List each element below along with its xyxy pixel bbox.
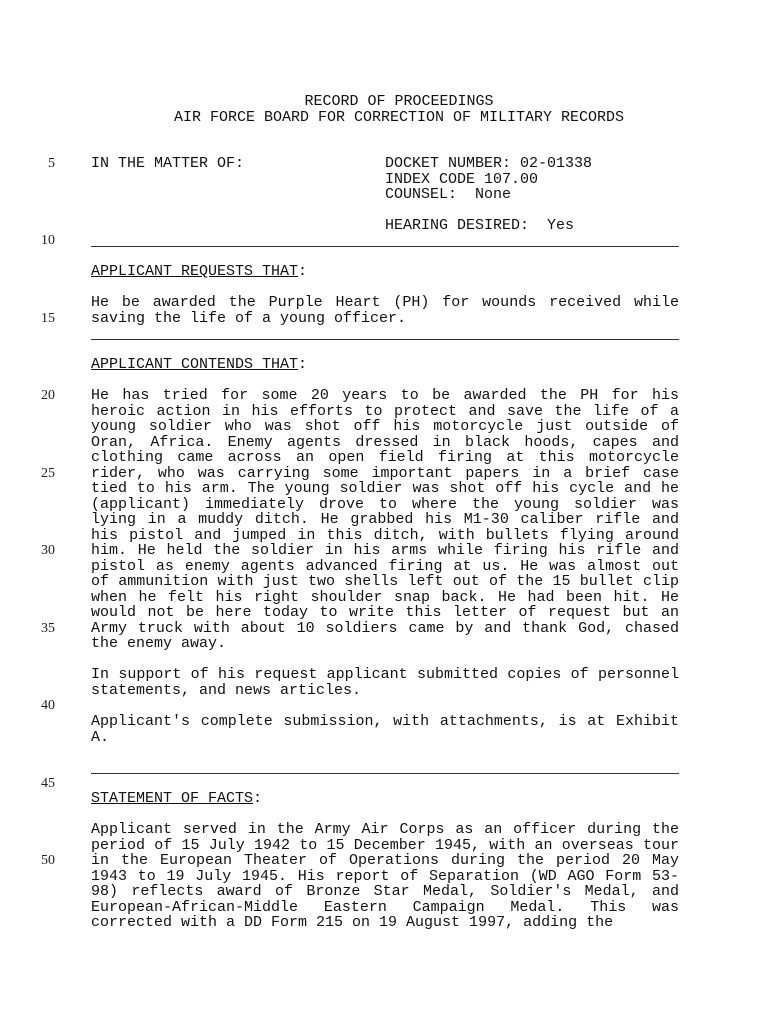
facts-text: Applicant served in the Army Air Corps as an officer during the period of 15 July 1942 to 15 December 1945, with an overseas tour in the European Theater of Operations during the period 20 May 1943 to 19 July 1945. His report of Separation (WD AGO Form 53-98) reflects award of Bronze Star Medal, Soldier's Medal, and European-African-Middle Eastern Campaign Medal. This was corrected with a DD Form 215 on 19 August 1997, adding the (91, 821, 679, 931)
line-number: 20 (41, 388, 55, 403)
contends-heading-line (91, 357, 679, 373)
contends-heading: APPLICANT CONTENDS THAT (91, 356, 299, 373)
docket-number: DOCKET NUMBER: 02-01338 (385, 155, 593, 172)
case-info (385, 156, 592, 203)
section-divider (91, 339, 679, 340)
index-code: INDEX CODE 107.00 (385, 170, 539, 188)
section-divider (91, 773, 679, 774)
contends-colon: : (298, 356, 308, 373)
exhibit-text: Applicant's complete submission, with attachments, is at Exhibit A. (91, 713, 679, 746)
line-number: 30 (41, 543, 55, 558)
section-divider (91, 246, 679, 247)
requests-colon: : (298, 263, 308, 280)
line-number: 15 (41, 311, 55, 326)
facts-heading-line (91, 791, 679, 807)
line-number: 25 (41, 466, 55, 481)
header-title: RECORD OF PROCEEDINGS (304, 93, 494, 110)
header-subtitle: AIR FORCE BOARD FOR CORRECTION OF MILITARY RECORDS (173, 108, 625, 126)
requests-heading-line (91, 264, 679, 280)
line-number: 10 (41, 233, 55, 248)
line-number: 35 (41, 621, 55, 636)
facts-colon: : (253, 790, 263, 807)
document-header (91, 94, 707, 125)
support-text: In support of his request applicant submitted copies of personnel statements, and news articles. (91, 666, 679, 699)
requests-heading: APPLICANT REQUESTS THAT (91, 263, 299, 280)
line-number: 45 (41, 776, 55, 791)
hearing-desired: HEARING DESIRED: Yes (385, 217, 575, 234)
line-number: 5 (48, 156, 55, 171)
line-number: 40 (41, 698, 55, 713)
requests-text: He be awarded the Purple Heart (PH) for wounds received while saving the life of a young officer. (91, 294, 679, 327)
counsel: COUNSEL: None (385, 186, 512, 203)
line-number-gutter (0, 0, 60, 1024)
facts-heading: STATEMENT OF FACTS (91, 790, 254, 807)
contends-text: He has tried for some 20 years to be awarded the PH for his heroic action in his efforts to protect and save the life of a young soldier who was shot off his motorcycle just outside of Oran, Africa. Enemy agents dressed in black hoods, capes and clothing came across an open field firing at this motorcycle rider, who was carrying some important papers in a brief case tied to his arm. The young soldier was shot off his cycle and he (applicant) immediately drove to where the young soldier was lying in a muddy ditch. He grabbed his M1-30 caliber rifle and his pistol and jumped in this ditch, with bullets flying around him. He held the soldier in his arms while firing his rifle and pistol as enemy agents advanced firing at us. He was almost out of ammunition with just two shells left out of the 15 bullet clip when he felt his right shoulder snap back. He had been hit. He would not be here today to write this letter of request but an Army truck with about 10 soldiers came by and thank God, chased the enemy away. (91, 387, 679, 652)
line-number: 50 (41, 853, 55, 868)
matter-label: IN THE MATTER OF: (91, 155, 245, 172)
